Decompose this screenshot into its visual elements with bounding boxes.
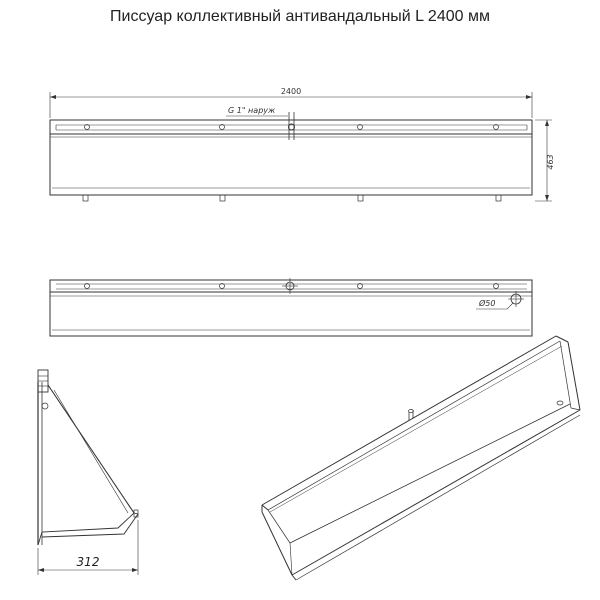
height-dimension-label: 463 xyxy=(546,154,555,170)
length-dimension-label: 2400 xyxy=(280,87,302,96)
pipe-thread-label: G 1" наруж xyxy=(228,106,276,115)
drawing-title: Писсуар коллективный антивандальный L 2400 мм xyxy=(110,8,490,25)
side-view xyxy=(38,370,138,575)
front-view xyxy=(50,87,555,201)
depth-dimension-label: 312 xyxy=(76,555,100,569)
top-body-outline xyxy=(50,280,532,336)
top-view xyxy=(50,278,532,336)
drain-diameter-label: Ø50 xyxy=(479,299,496,308)
front-body-outline xyxy=(50,120,532,195)
isometric-view xyxy=(262,336,580,580)
